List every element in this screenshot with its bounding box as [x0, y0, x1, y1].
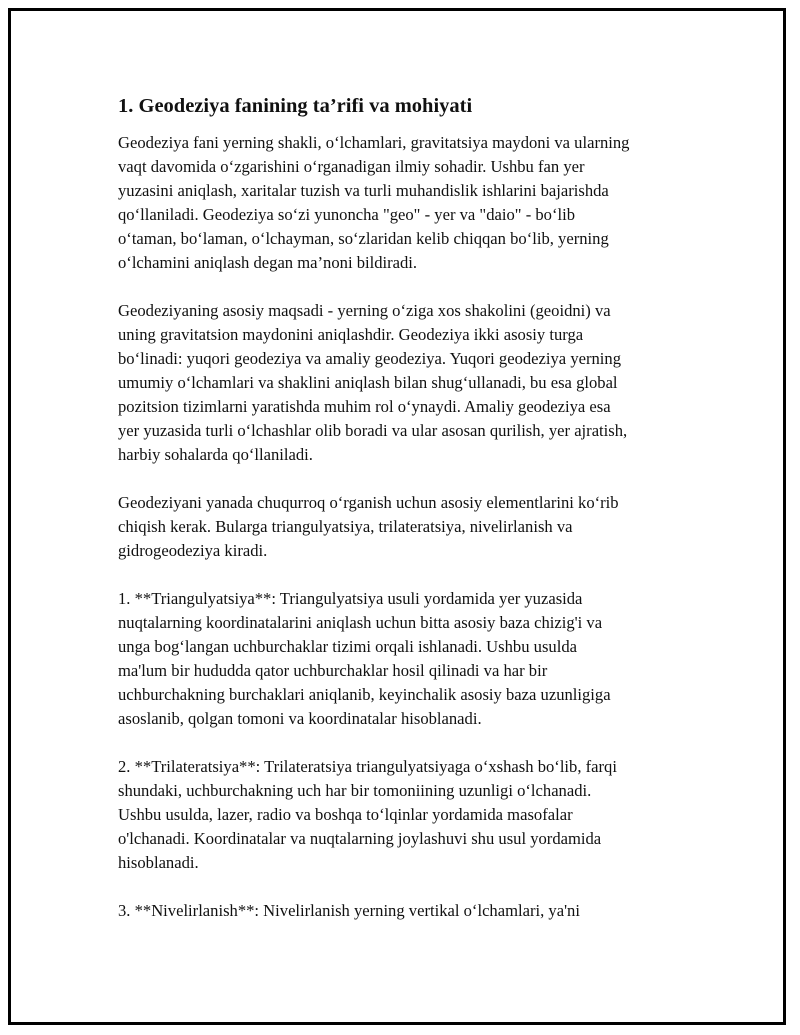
text-line: Geodeziya fani yerning shakli, o‘lchamlari, gravitatsiya maydoni va ularning [118, 133, 630, 152]
text-line: Geodeziyani yanada chuqurroq o‘rganish uchun asosiy elementlarini ko‘rib [118, 493, 619, 512]
text-line: gidrogeodeziya kiradi. [118, 541, 268, 560]
text-line: ma'lum bir hududda qator uchburchaklar hosil qilinadi va har bir [118, 661, 548, 680]
text-line: vaqt davomida o‘zgarishini o‘rganadigan ilmiy sohadir. Ushbu fan yer [118, 157, 585, 176]
text-line: chiqish kerak. Bularga triangulyatsiya, trilateratsiya, nivelirlanish va [118, 517, 573, 536]
text-line: bo‘linadi: yuqori geodeziya va amaliy geodeziya. Yuqori geodeziya yerning [118, 349, 622, 368]
text-line: o‘taman, bo‘laman, o‘lchayman, so‘zlaridan kelib chiqqan bo‘lib, yerning [118, 229, 609, 248]
text-line: unga bog‘langan uchburchaklar tizimi orqali ishlanadi. Ushbu usulda [118, 637, 577, 656]
document-title: 1. Geodeziya fanining ta’rifi va mohiyati [118, 95, 473, 117]
text-line: 1. **Triangulyatsiya**: Triangulyatsiya usuli yordamida yer yuzasida [118, 589, 583, 608]
text-line: umumiy o‘lchamlari va shaklini aniqlash bilan shug‘ullanadi, bu esa global [118, 373, 618, 392]
text-line: yer yuzasida turli o‘lchashlar olib boradi va ular asosan qurilish, yer ajratish, [118, 421, 628, 440]
paragraph-triangulation [118, 587, 698, 731]
text-line: uning gravitatsion maydonini aniqlashdir. Geodeziya ikki asosiy turga [118, 325, 584, 344]
text-line: harbiy sohalarda qo‘llaniladi. [118, 445, 313, 464]
text-line: 2. **Trilateratsiya**: Trilateratsiya triangulyatsiyaga o‘xshash bo‘lib, farqi [118, 757, 617, 776]
text-line: asoslanib, qolgan tomoni va koordinatalar hisoblanadi. [118, 709, 482, 728]
text-line: o‘lchamini aniqlash degan ma’noni bildiradi. [118, 253, 418, 272]
text-line: nuqtalarning koordinatalarini aniqlash uchun bitta asosiy baza chizig'i va [118, 613, 603, 632]
paragraph-purpose [118, 299, 698, 467]
text-line: hisoblanadi. [118, 853, 199, 872]
text-line: o'lchanadi. Koordinatalar va nuqtalarning joylashuvi shu usul yordamida [118, 829, 602, 848]
text-line: pozitsion tizimlarni yaratishda muhim rol o‘ynaydi. Amaliy geodeziya esa [118, 397, 611, 416]
paragraph-elements [118, 491, 698, 563]
paragraph-trilateration [118, 755, 698, 875]
text-line: 3. **Nivelirlanish**: Nivelirlanish yerning vertikal o‘lchamlari, ya'ni [118, 901, 580, 920]
text-line: Geodeziyaning asosiy maqsadi - yerning o‘ziga xos shakolini (geoidni) va [118, 301, 611, 320]
text-line: uchburchakning burchaklari aniqlanib, keyinchalik asosiy baza uzunligiga [118, 685, 611, 704]
paragraph-definition [118, 131, 698, 275]
text-line: Ushbu usulda, lazer, radio va boshqa to‘lqinlar yordamida masofalar [118, 805, 573, 824]
paragraph-levelling [118, 899, 698, 923]
text-line: shundaki, uchburchakning uch har bir tomoniining uzunligi o‘lchanadi. [118, 781, 592, 800]
text-line: yuzasini aniqlash, xaritalar tuzish va turli muhandislik ishlarini bajarishda [118, 181, 609, 200]
document-body [118, 92, 698, 947]
text-line: qo‘llaniladi. Geodeziya so‘zi yunoncha "geo" - yer va "daio" - bo‘lib [118, 205, 576, 224]
